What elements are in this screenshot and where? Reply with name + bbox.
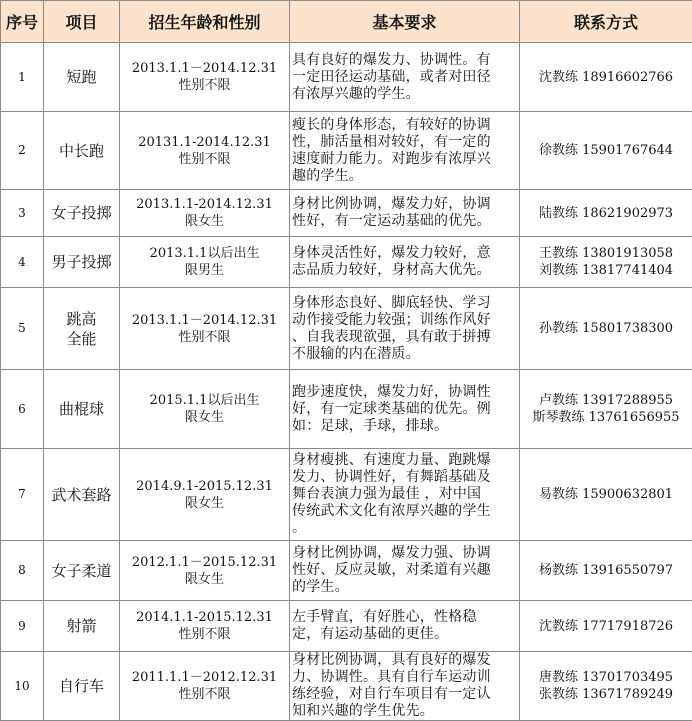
contact-line: 张教练 13671789249 xyxy=(538,687,674,702)
header-age-gender: 招生年龄和性别 xyxy=(120,1,290,43)
cell-requirements xyxy=(290,112,520,190)
age-gender-line: 2013.1.1-2014.12.31 xyxy=(136,197,273,212)
cell-item xyxy=(44,541,120,601)
age-gender-line: 2013.1.1以后出生 xyxy=(149,246,260,261)
cell-requirements xyxy=(290,601,520,652)
contact-line: 沈教练 18916602766 xyxy=(538,69,674,85)
requirement-line: 不服输的内在潜质。 xyxy=(292,345,420,362)
requirement-line: 趣的学生。 xyxy=(292,167,363,184)
cell-age-gender xyxy=(120,370,290,449)
cell-age-gender xyxy=(120,288,290,370)
header-no: 序号 xyxy=(1,1,44,43)
cell-requirements xyxy=(290,449,520,541)
cell-age-gender xyxy=(120,237,290,288)
header-row xyxy=(1,1,692,43)
cell-age-gender xyxy=(120,190,290,237)
age-gender-line: 限女生 xyxy=(184,571,224,587)
requirement-line: 好，有一定球类基础的优先。例 xyxy=(292,400,491,417)
cell-item xyxy=(44,190,120,237)
requirement-line: 身材比例协调，具有良好的爆发 xyxy=(292,652,491,668)
requirement-line: 身材瘦挑、有速度力量、跑跳爆 xyxy=(292,452,491,468)
requirement-line: 身体形态良好、脚底轻快、学习 xyxy=(292,294,491,311)
contact-line: 唐教练 13701703495 xyxy=(538,670,674,685)
cell-age-gender xyxy=(120,43,290,112)
age-gender-line: 性别不限 xyxy=(178,78,231,93)
table-row xyxy=(1,652,692,721)
cell-age-gender xyxy=(120,112,290,190)
row-number: 5 xyxy=(18,321,26,335)
item-name: 中长跑 xyxy=(58,141,104,160)
requirement-line: 传统武术文化有浓厚兴趣的学生 xyxy=(292,503,491,519)
table-row xyxy=(1,449,692,541)
contact-line: 沈教练 17717918726 xyxy=(538,618,674,634)
cell-requirements xyxy=(290,370,520,449)
requirement-line: 左手臂直，有好胜心，性格稳 xyxy=(292,609,477,625)
age-gender-line: 2011.1.1－2012.12.31 xyxy=(131,670,278,685)
row-number: 4 xyxy=(18,254,26,269)
age-gender-line: 2013.1.1－2014.12.31 xyxy=(131,61,278,76)
age-gender-line: 2014.9.1-2015.12.31 xyxy=(136,478,273,494)
cell-no xyxy=(1,449,44,541)
row-number: 10 xyxy=(14,678,30,693)
contact-line: 斯琴教练 13761656955 xyxy=(532,410,680,425)
cell-contact xyxy=(520,601,692,652)
item-name: 全能 xyxy=(66,329,97,348)
requirement-line: 舞台表演力强为最佳 ，对中国 xyxy=(292,486,482,502)
requirement-line: 的学生。 xyxy=(292,579,349,595)
cell-no xyxy=(1,652,44,721)
cell-requirements xyxy=(290,237,520,288)
age-gender-line: 2015.1.1以后出生 xyxy=(149,393,260,408)
contact-line: 王教练 13801913058 xyxy=(538,246,674,261)
cell-requirements xyxy=(290,541,520,601)
item-name: 女子柔道 xyxy=(51,561,112,580)
contact-line: 杨教练 13916550797 xyxy=(538,563,674,578)
header-contact: 联系方式 xyxy=(520,1,692,43)
table-row xyxy=(1,601,692,652)
row-number: 3 xyxy=(18,205,26,220)
cell-age-gender xyxy=(120,449,290,541)
cell-no xyxy=(1,541,44,601)
cell-contact xyxy=(520,112,692,190)
cell-no xyxy=(1,288,44,370)
table-row xyxy=(1,237,692,288)
item-name: 自行车 xyxy=(58,677,104,695)
age-gender-line: 性别不限 xyxy=(178,627,231,642)
contact-line: 刘教练 13817741404 xyxy=(538,263,674,278)
cell-item xyxy=(44,288,120,370)
requirement-line: 一定田径运动基础，或者对田径 xyxy=(292,68,491,85)
table-row xyxy=(1,541,692,601)
requirement-line: 定，有运动基础的更佳。 xyxy=(292,626,449,642)
contact-line: 卢教练 13917288955 xyxy=(538,393,674,408)
requirement-line: 、自我表现欲强，具有敢于拼搏 xyxy=(292,328,491,345)
age-gender-line: 性别不限 xyxy=(178,687,231,702)
table-body xyxy=(1,43,692,721)
cell-no xyxy=(1,237,44,288)
cell-item xyxy=(44,449,120,541)
cell-contact xyxy=(520,541,692,601)
item-name: 女子投掷 xyxy=(51,204,112,222)
contact-line: 陆教练 18621902973 xyxy=(538,205,674,221)
cell-item xyxy=(44,43,120,112)
cell-no xyxy=(1,112,44,190)
cell-contact xyxy=(520,370,692,449)
item-name: 男子投掷 xyxy=(51,253,112,271)
requirement-line: 瘦长的身体形态，有较好的协调 xyxy=(292,116,491,133)
requirement-line: 性，肺活量相对较好，有一定的 xyxy=(292,133,491,150)
age-gender-line: 限女生 xyxy=(184,495,224,511)
row-number: 8 xyxy=(18,563,26,577)
cell-age-gender xyxy=(120,652,290,721)
requirement-line: 练经验，对自行车项目有一定认 xyxy=(292,686,491,702)
cell-requirements xyxy=(290,288,520,370)
requirement-line: 知和兴趣的学生优先。 xyxy=(292,703,434,719)
requirement-line: 具有良好的爆发力、协调性。有 xyxy=(292,51,491,68)
cell-contact xyxy=(520,190,692,237)
item-name: 短跑 xyxy=(66,68,97,86)
requirement-line: 志品质力较好，身材高大优先。 xyxy=(292,262,491,278)
requirement-line: 跑步速度快，爆发力好，协调性 xyxy=(292,383,491,400)
cell-contact xyxy=(520,43,692,112)
cell-contact xyxy=(520,652,692,721)
requirement-line: 发力、协调性好，有舞蹈基础及 xyxy=(292,469,491,485)
requirement-line: 动作接受能力较强；训练作风好 xyxy=(292,311,491,328)
cell-no xyxy=(1,190,44,237)
cell-item xyxy=(44,652,120,721)
header-item: 项目 xyxy=(44,1,120,43)
row-number: 9 xyxy=(18,618,26,633)
cell-item xyxy=(44,237,120,288)
age-gender-line: 限男生 xyxy=(184,263,224,278)
cell-requirements xyxy=(290,190,520,237)
cell-no xyxy=(1,370,44,449)
requirement-line: 身体灵活性好，爆发力较好，意 xyxy=(292,245,491,261)
age-gender-line: 限女生 xyxy=(184,214,224,229)
requirement-line: 性好、反应灵敏，对柔道有兴趣 xyxy=(292,562,491,578)
row-number: 2 xyxy=(18,143,26,157)
table-row xyxy=(1,288,692,370)
requirement-line: 力、协调性。具有自行车运动训 xyxy=(292,669,491,685)
requirement-line: 身材比例协调，爆发力强、协调 xyxy=(292,545,491,561)
cell-contact xyxy=(520,449,692,541)
age-gender-line: 2012.1.1－2015.12.31 xyxy=(131,554,278,570)
item-name: 曲棍球 xyxy=(58,400,104,418)
requirement-line: 。 xyxy=(292,520,307,536)
age-gender-line: 性别不限 xyxy=(178,151,231,167)
table-row xyxy=(1,112,692,190)
requirement-line: 有浓厚兴趣的学生。 xyxy=(292,85,420,102)
cell-no xyxy=(1,601,44,652)
age-gender-line: 性别不限 xyxy=(178,329,231,345)
header-requirements: 基本要求 xyxy=(290,1,520,43)
table-row xyxy=(1,43,692,112)
cell-age-gender xyxy=(120,601,290,652)
age-gender-line: 2013.1.1－2014.12.31 xyxy=(131,312,278,328)
age-gender-line: 20131.1-2014.12.31 xyxy=(138,134,271,150)
cell-item xyxy=(44,370,120,449)
contact-line: 徐教练 15901767644 xyxy=(538,143,674,158)
contact-line: 孙教练 15801738300 xyxy=(538,321,674,336)
contact-line: 易教练 15900632801 xyxy=(538,487,674,502)
cell-no xyxy=(1,43,44,112)
cell-item xyxy=(44,601,120,652)
item-name: 跳高 xyxy=(66,309,97,328)
age-gender-line: 2014.1.1-2015.12.31 xyxy=(136,610,273,625)
cell-item xyxy=(44,112,120,190)
cell-requirements xyxy=(290,43,520,112)
requirement-line: 性好，有一定运动基础的优先。 xyxy=(292,213,491,229)
age-gender-line: 限女生 xyxy=(184,410,224,425)
row-number: 1 xyxy=(18,69,26,84)
item-name: 武术套路 xyxy=(51,485,112,504)
requirement-line: 身材比例协调，爆发力好，协调 xyxy=(292,196,491,212)
table-row xyxy=(1,370,692,449)
item-name: 射箭 xyxy=(66,617,97,635)
table-row xyxy=(1,190,692,237)
cell-contact xyxy=(520,237,692,288)
row-number: 7 xyxy=(18,487,26,501)
requirement-line: 速度耐力能力。对跑步有浓厚兴 xyxy=(292,150,491,167)
cell-contact xyxy=(520,288,692,370)
requirement-line: 如：足球，手球，排球。 xyxy=(292,417,449,434)
row-number: 6 xyxy=(18,401,26,416)
cell-age-gender xyxy=(120,541,290,601)
table-header xyxy=(1,1,692,43)
cell-requirements xyxy=(290,652,520,721)
